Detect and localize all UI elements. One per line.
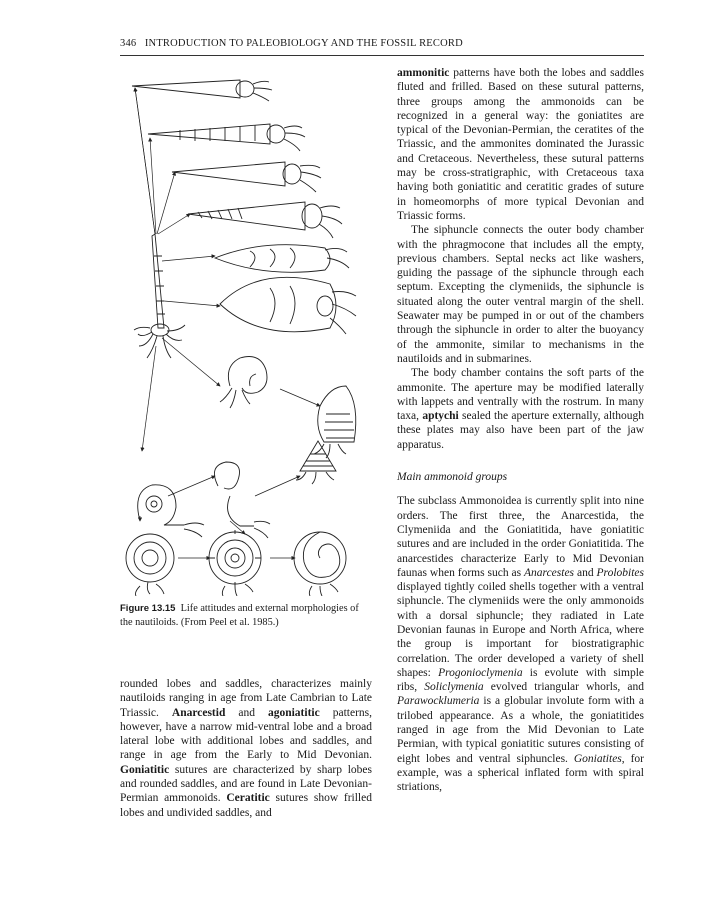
- text-run: sutures show frilled lobes and undivided saddles, and: [120, 792, 372, 819]
- bold-term: aptychi: [422, 410, 459, 423]
- right-column-text: [397, 66, 644, 795]
- italic-taxon: Anarcestes: [524, 566, 575, 579]
- figure-caption: [120, 602, 370, 629]
- paragraph: [397, 223, 644, 366]
- paragraph: [397, 494, 644, 794]
- text-run: and: [225, 706, 268, 719]
- paragraph: [397, 66, 644, 223]
- ancestral-orthocone: [134, 234, 185, 358]
- orthocone-shells: [132, 80, 342, 238]
- italic-taxon: Progonioclymenia: [438, 666, 523, 679]
- page-number: 346: [120, 38, 137, 49]
- text-run: patterns have both the lobes and saddles fluted and frilled. Based on these sutural patterns, three groups among the ammonoids can be recognized in a general way: the goniatites are typical of the Devonian-Permian, the ceratites of the Triassic, and the ammonites dominated the Jurassic and Cretaceous. Nevertheless, these sutural patterns may be cross-stratigraphic, with Cretaceous taxa having both goniatitic and ceratitic grades of suture in homeomorphs of more typical Devonian and Triassic forms.: [397, 67, 644, 222]
- paragraph: [397, 366, 644, 452]
- text-run: rounded lobes and saddles, characterizes mainly nautiloids ranging in age from Late Cambrian to Late Triassic.: [120, 678, 372, 719]
- breviconic-shells: [215, 245, 356, 334]
- bold-term: Anarcestid: [171, 706, 226, 719]
- text-run: and: [574, 566, 597, 579]
- text-run: , for example, was a spherical inflated form with spiral striations,: [397, 752, 644, 794]
- bold-term: agoniatitic: [267, 706, 320, 719]
- figure-caption-text: Life attitudes and external morphologies of the nautiloids. (From Peel et al. 1985.): [120, 603, 359, 628]
- text-run: The siphuncle connects the outer body chamber with the phragmocone that includes all the empty, previous chambers. Septal necks act like washers, guiding the passage of the siphuncle through each septum. Excepting the clymeniids, the siphuncle is situated along the outer ventral margin of the shell. Seawater may be pumped in or out of the chambers through the siphuncle in order to alter the buoyancy of the ammonite, similar to mechanisms in the nautiloids and in submarines.: [397, 224, 644, 365]
- text-run: patterns, however, have a narrow mid-ventral lobe and a broad lateral lobe with additional lobes and saddles, and range in age from the Early to Mid Devonian.: [120, 706, 373, 762]
- text-run: The body chamber contains the soft parts of the ammonite. The aperture may be modified laterally with lappets and ventrally with the rostrum. In many taxa,: [397, 367, 644, 423]
- italic-taxon: Prolobites: [596, 566, 644, 579]
- italic-taxon: Parawocklumeria: [397, 695, 480, 708]
- evolution-arrows: [135, 88, 320, 558]
- running-header: [120, 38, 644, 56]
- paragraph: [120, 677, 372, 820]
- text-run: evolved triangular whorls, and: [483, 681, 645, 694]
- italic-taxon: Goniatites: [573, 752, 622, 765]
- text-run: is a globular involute form with a trilobed appearance. As a whole, the goniatitides ranged in age from the Mid Devonian to Late Permian, with typical goniatitic sutures consisting of eight lobes and ventral siphuncles.: [397, 695, 644, 765]
- text-run: is evolute with simple ribs,: [397, 666, 644, 694]
- header-rule: [120, 55, 644, 56]
- bold-term: Goniatitic: [120, 763, 170, 776]
- coiled-shells-bottom: [126, 441, 346, 596]
- text-run: displayed tightly coiled shells together with a ventral siphuncle. The clymeniids were the only ammonoids with a dorsal siphuncle; they radiated in Late Devonian faunas in Europe and North Africa, where the group is important for biostratigraphic correlation. The order developed a variety of shell shapes:: [397, 581, 644, 679]
- left-column-text: [120, 677, 372, 820]
- text-run: sealed the aperture externally, although these plates may also have been part of the jaw apparatus.: [397, 410, 644, 451]
- figure-illustration: [120, 66, 382, 596]
- bold-term: Ceratitic: [226, 792, 270, 805]
- section-heading: Main ammonoid groups: [397, 471, 508, 484]
- italic-taxon: Soliclymenia: [424, 681, 484, 694]
- running-title: INTRODUCTION TO PALEOBIOLOGY AND THE FOSSIL RECORD: [144, 38, 463, 49]
- text-run: The subclass Ammonoidea is currently split into nine orders. The first three, the Anarcestida, the Clymeniida and the Goniatitida, have goniatitic sutures and are included in the order Goniatitida. The anarcestides characterize Early to Mid Devonian faunas when forms such as: [397, 495, 644, 579]
- coiled-shells-middle: [220, 357, 356, 459]
- bold-term: ammonitic: [397, 67, 450, 79]
- text-run: sutures are characterized by sharp lobes and rounded saddles, and are found in Late Devonian-Permian ammonoids.: [120, 763, 372, 805]
- figure-nautiloid-morphologies: [120, 66, 382, 596]
- figure-label: Figure 13.15: [120, 603, 176, 614]
